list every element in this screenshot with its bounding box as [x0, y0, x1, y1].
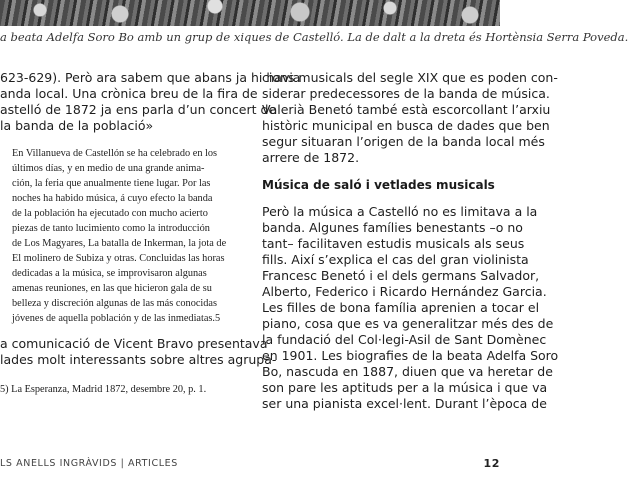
quote-line: El molinero de Subiza y otras. Concluidas las horas — [12, 253, 225, 264]
body-line: lades molt interessants sobre altres agrupa- — [0, 352, 277, 367]
quote-line: belleza y discreción algunas de las más conocidas — [12, 298, 218, 309]
footnote-text: 5) La Esperanza, Madrid 1872, desembre 20, p. 1. — [0, 384, 207, 395]
body-line: piano, cosa que es va generalitzar més des de — [262, 316, 554, 331]
footnote — [0, 382, 244, 397]
body-line: cions musicals del segle XIX que es poden con- — [262, 70, 558, 85]
left-column — [0, 70, 301, 397]
body-line: històric municipal en busca de dades que ben — [262, 118, 550, 133]
section-heading: Música de saló i vetlades musicals — [262, 178, 495, 192]
page-footer — [0, 458, 500, 474]
quote-line: dedicadas a la música, se improvisaron algunas — [12, 268, 207, 279]
body-line: ser una pianista excel·lent. Durant l’època de — [262, 396, 547, 411]
body-line: astelló de 1872 ja ens parla d’un concert de — [0, 102, 277, 117]
body-line: son pare les aptituds per a la música i que va — [262, 380, 548, 395]
quote-line: noches ha habido música, á cuyo efecto la banda — [12, 193, 213, 204]
body-line: Les filles de bona família aprenien a tocar el — [262, 300, 540, 315]
photo-strip — [0, 0, 500, 26]
page-number: 12 — [483, 457, 500, 470]
body-line: en 1901. Les biografies de la beata Adelfa Soro — [262, 348, 559, 363]
body-line: banda. Algunes famílies benestants –o no — [262, 220, 523, 235]
quote-line: En Villanueva de Castellón se ha celebrado en los — [12, 148, 218, 159]
body-line: Alberto, Federico i Ricardo Hernández Garcia. — [262, 284, 547, 299]
body-line: fills. Així s’explica el cas del gran violinista — [262, 252, 529, 267]
quote-line: piezas de tanto lucimiento como la introducción — [12, 223, 210, 234]
right-column — [262, 70, 559, 412]
body-line: segur situaran l’origen de la banda local més — [262, 134, 545, 149]
photo-caption: a beata Adelfa Soro Bo amb un grup de xiques de Castelló. La de dalt a la dreta és Hortènsia Serra Poveda. — [0, 30, 628, 44]
body-line: la banda de la població» — [0, 118, 154, 133]
body-line: anda local. Una crònica breu de la fira de — [0, 86, 258, 101]
body-line: Però la música a Castelló no es limitava a la — [262, 204, 538, 219]
quote-line: ción, la feria que anualmente tiene lugar. Por las — [12, 178, 211, 189]
body-line: tant– facilitaven estudis musicals als seus — [262, 236, 525, 251]
quote-line: de la población ha ejecutado con mucho acierto — [12, 208, 208, 219]
body-line: 623-629). Però ara sabem que abans ja hi havia — [0, 70, 301, 85]
body-line: Valerià Benetó també està escorcollant l’arxiu — [262, 102, 551, 117]
block-quote — [12, 146, 244, 326]
body-line: arrere de 1872. — [262, 150, 360, 165]
body-line: Francesc Benetó i el dels germans Salvador, — [262, 268, 540, 283]
running-title: LS ANELLS INGRÀVIDS | ARTICLES — [0, 458, 178, 469]
quote-line: de Los Magyares, La batalla de Inkerman, la jota de — [12, 238, 227, 249]
quote-line: jóvenes de aquella población y de las inmediatas.5 — [12, 313, 221, 324]
body-line: la fundació del Col·legi-Asil de Sant Domènec — [262, 332, 547, 347]
quote-line: amenas reuniones, en las que hicieron gala de su — [12, 283, 212, 294]
body-line: a comunicació de Vicent Bravo presentava — [0, 336, 268, 351]
body-line: siderar predecessores de la banda de música. — [262, 86, 550, 101]
quote-line: últimos días, y en medio de una grande anima- — [12, 163, 205, 174]
body-line: Bo, nascuda en 1887, diuen que va heretar de — [262, 364, 553, 379]
